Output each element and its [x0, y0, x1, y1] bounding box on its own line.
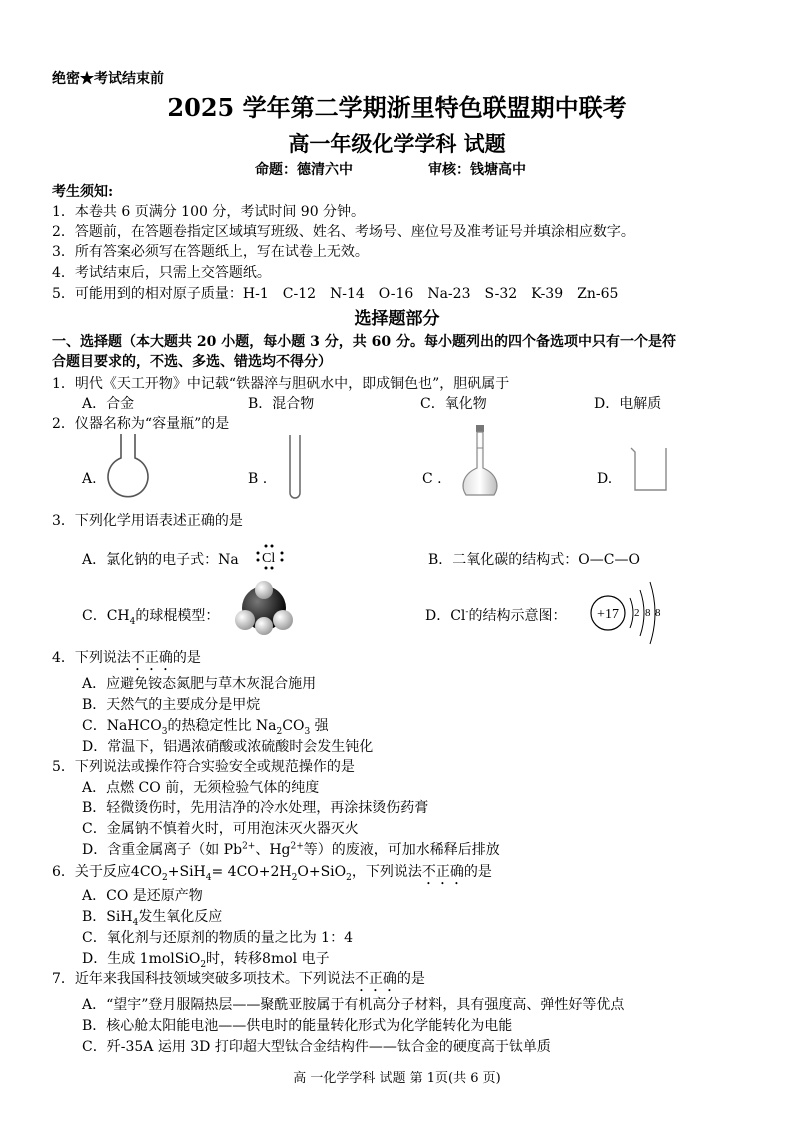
q4-stem-emphasis: 不正确: [130, 650, 173, 666]
shell-count: 2: [634, 607, 640, 619]
q3-option-a-text: A．氯化钠的电子式：Na: [82, 552, 239, 568]
cl-ion-structure-diagram: [588, 578, 672, 644]
q6-stem-part: 的是: [463, 864, 492, 880]
q2-option-d: D.: [597, 471, 613, 487]
q3-option-a: [82, 549, 239, 569]
q4-c-mid: CO: [282, 718, 305, 734]
q3-c-sub: 4: [129, 616, 136, 627]
q4-option-b: B．天然气的主要成分是甲烷: [82, 697, 261, 713]
setter-label: 命题：德清六中: [255, 162, 353, 178]
q4-c-sub: 3: [304, 726, 311, 737]
electron-dot-cl-image: [256, 543, 286, 571]
q4-c-post: 强: [310, 718, 329, 734]
q5-option-a: A．点燃 CO 前，无须检验气体的纯度: [82, 780, 320, 796]
exam-title: 2025 学年第二学期浙里特色联盟期中联考: [167, 93, 627, 122]
shell-count: 8: [645, 607, 651, 619]
q7-option-a: A．“望宇”登月服隔热层——聚酰亚胺属于有机高分子材料，具有强度高、弹性好等优点: [82, 997, 625, 1013]
ch4-ball-stick-model-image: [232, 580, 296, 640]
q4-c-sub: 3: [161, 726, 168, 737]
q1-option-a: A．合金: [82, 396, 135, 412]
notice-item: 4．考试结束后，只需上交答题纸。: [52, 265, 271, 281]
q3-c-post: 的球棍模型：: [135, 608, 220, 624]
beaker-image: [628, 446, 674, 496]
q5-d-pre: D．含重金属离子（如 Pb: [82, 842, 243, 858]
q4-stem-pre: 4．下列说法: [52, 650, 131, 666]
q4-c-pre: C．NaHCO: [82, 718, 162, 734]
q6-sub: 2: [162, 872, 168, 883]
q3-option-d: [425, 605, 566, 625]
q6-d-post: 时，转移8mol 电子: [206, 951, 330, 967]
q4-c-sub: 2: [276, 726, 283, 737]
exam-subtitle: 高一年级化学学科 试题: [288, 131, 506, 156]
round-bottom-flask-image: [100, 432, 160, 502]
q5-option-b: B．轻微烫伤时，先用洁净的冷水处理，再涂抹烫伤药膏: [82, 800, 429, 816]
q4-option-a: A．应避免铵态氮肥与草木灰混合施用: [82, 676, 317, 692]
q6-sub: 4: [205, 872, 212, 883]
q6-stem-part: ，下列说法: [351, 864, 422, 880]
test-tube-image: [285, 433, 305, 503]
notice-item: 1．本卷共 6 页满分 100 分，考试时间 90 分钟。: [52, 204, 366, 220]
q3-c-pre: C．CH: [82, 608, 130, 624]
q4-stem-post: 的是: [172, 650, 201, 666]
q5-option-c: C．金属钠不慎着火时，可用泡沫灭火器灭火: [82, 821, 359, 837]
q6-stem-part: = 4CO+2H: [211, 864, 292, 880]
question-4-stem: [52, 647, 201, 674]
secret-label: 绝密★考试结束前: [52, 71, 164, 87]
question-7-stem: [52, 968, 425, 995]
q6-option-c: C．氧化剂与还原剂的物质的量之比为 1：4: [82, 930, 353, 946]
question-1-stem: 1．明代《天工开物》中记载“铁器淬与胆矾水中，即成铜色也”，胆矾属于: [52, 376, 510, 392]
q5-d-post: 等）的废液，可加水稀释后排放: [303, 842, 500, 858]
electron-dot-cl-symbol: Cl: [262, 551, 276, 566]
q3-option-b: B．二氧化碳的结构式：O—C—O: [428, 552, 640, 568]
q6-b-pre: B．SiH: [82, 909, 133, 925]
q6-sub: 2: [291, 872, 298, 883]
q3-d-post: 的结构示意图：: [468, 608, 567, 624]
q6-stem-part: +SiH: [167, 864, 206, 880]
q6-option-a: A．CO 是还原产物: [82, 888, 203, 904]
q2-option-b: B .: [248, 471, 268, 487]
q4-option-d: D．常温下，铝遇浓硝酸或浓硫酸时会发生钝化: [82, 739, 374, 755]
q3-d-pre: D．Cl: [425, 608, 466, 624]
nucleus-charge: +17: [597, 607, 619, 622]
question-6-stem: [52, 861, 492, 888]
q4-c-mid: 的热稳定性比 Na: [167, 718, 277, 734]
q6-stem-part: O+SiO: [297, 864, 347, 880]
q6-option-d: [82, 948, 330, 968]
notice-item: 5．可能用到的相对原子质量：H-1 C-12 N-14 O-16 Na-23 S-32 K-39 Zn-65: [52, 286, 619, 302]
q6-stem-part: 6．关于反应4CO: [52, 864, 163, 880]
q6-stem-emphasis: 不正确: [421, 864, 464, 880]
shell-count: 8: [655, 607, 661, 619]
section-title: 选择题部分: [354, 309, 440, 329]
q6-b-post: 发生氧化反应: [138, 909, 223, 925]
q7-option-c: C．歼-35A 运用 3D 打印超大型钛合金结构件——钛合金的硬度高于钛单质: [82, 1039, 551, 1055]
q6-d-sub: 2: [200, 959, 207, 970]
question-3-stem: 3．下列化学用语表述正确的是: [52, 513, 243, 529]
q5-d-sup: 2+: [242, 841, 256, 852]
q7-option-b: B．核心舱太阳能电池——供电时的能量转化形式为化学能转化为电能: [82, 1018, 513, 1034]
q6-option-b: [82, 906, 222, 926]
q6-d-pre: D．生成 1molSiO: [82, 951, 201, 967]
notice-item: 2．答题前，在答题卷指定区域填写班级、姓名、考场号、座位号及准考证号并填涂相应数字。: [52, 224, 635, 240]
q7-stem-pre: 7．近年来我国科技领域突破多项技术。下列说法: [52, 971, 355, 987]
q3-d-sup: -: [465, 607, 469, 618]
q1-option-d: D．电解质: [594, 396, 662, 412]
q3-option-c: [82, 605, 219, 625]
q1-option-b: B．混合物: [248, 396, 315, 412]
section-intro: 一、选择题（本大题共 20 小题，每小题 3 分，共 60 分。每小题列出的四个备选项中只有一个是符: [52, 334, 676, 350]
q5-d-mid: 、Hg: [255, 842, 291, 858]
q6-sub: 2: [346, 872, 352, 883]
q7-stem-emphasis: 不正确: [354, 971, 397, 987]
section-intro: 合题目要求的，不选、多选、错选均不得分）: [52, 354, 332, 370]
notice-title: 考生须知:: [52, 184, 114, 200]
q4-option-c: [82, 715, 329, 735]
page-footer: 高 一化学学科 试题 第 1页(共 6 页): [293, 1071, 501, 1086]
question-2-stem: 2．仪器名称为“容量瓶”的是: [52, 416, 230, 432]
q1-option-c: C．氧化物: [420, 396, 487, 412]
question-5-stem: 5．下列说法或操作符合实验安全或规范操作的是: [52, 759, 355, 775]
notice-item: 3．所有答案必须写在答题纸上，写在试卷上无效。: [52, 244, 369, 260]
q7-stem-post: 的是: [396, 971, 425, 987]
q5-option-d: [82, 839, 500, 859]
reviewer-label: 审核：钱塘高中: [428, 162, 526, 178]
q2-option-a: A.: [82, 471, 97, 487]
q2-option-c: C .: [422, 471, 442, 487]
volumetric-flask-image: [458, 424, 528, 502]
q6-b-sub: 4: [132, 917, 139, 928]
q5-d-sup: 2+: [290, 841, 304, 852]
